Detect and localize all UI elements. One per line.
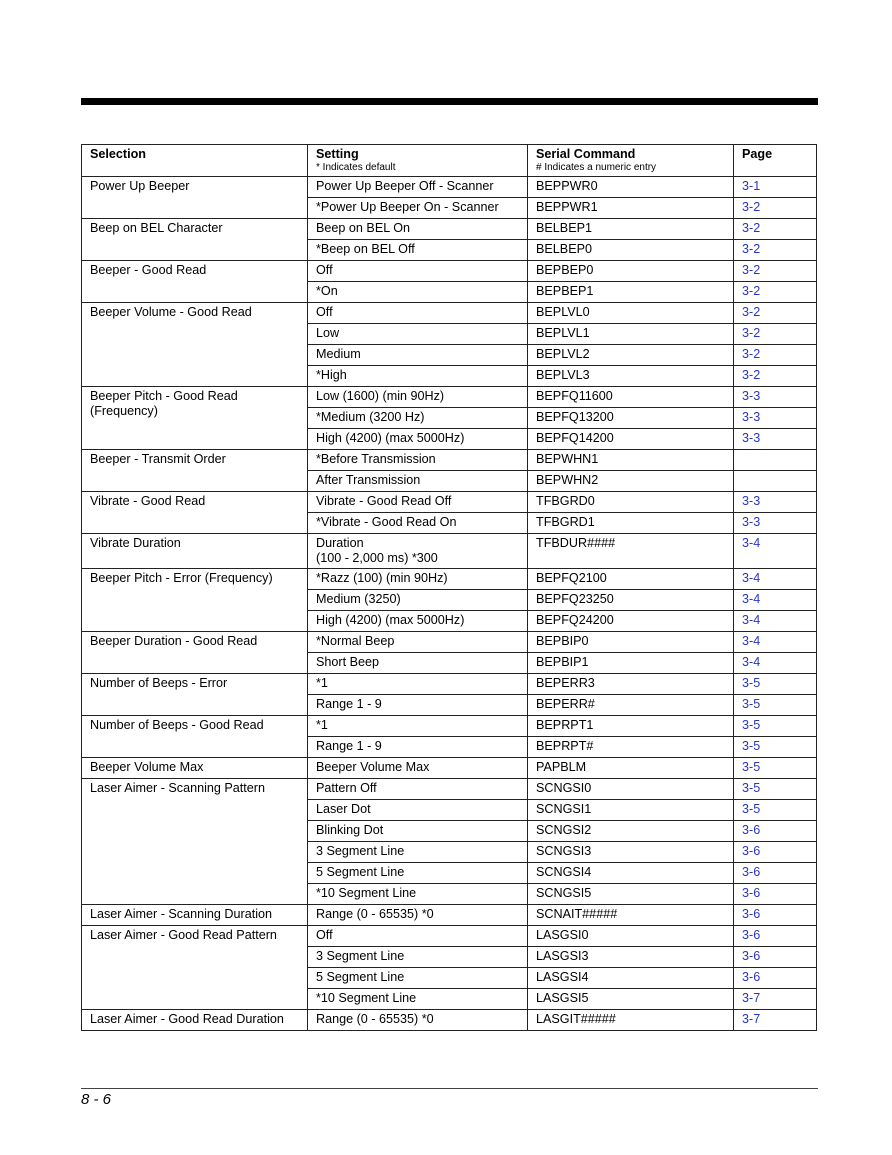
setting-text: *Vibrate - Good Read On bbox=[316, 515, 457, 529]
serial-command-cell: BEPBEP0 bbox=[528, 261, 734, 282]
setting-text-line2: (100 - 2,000 ms) *300 bbox=[316, 551, 438, 565]
setting-cell bbox=[308, 926, 528, 947]
setting-text: Duration bbox=[316, 536, 364, 550]
serial-command-cell: BEPBIP0 bbox=[528, 632, 734, 653]
table-row bbox=[82, 219, 817, 240]
footer-rule bbox=[81, 1088, 818, 1089]
setting-cell bbox=[308, 800, 528, 821]
page-link[interactable]: 3-2 bbox=[734, 282, 817, 303]
setting-text: *High bbox=[316, 368, 347, 382]
setting-text: *Beep on BEL Off bbox=[316, 242, 415, 256]
setting-text: High (4200) (max 5000Hz) bbox=[316, 613, 465, 627]
page-link[interactable]: 3-2 bbox=[734, 303, 817, 324]
page-link[interactable]: 3-6 bbox=[734, 842, 817, 863]
setting-cell bbox=[308, 737, 528, 758]
page-link[interactable]: 3-4 bbox=[734, 653, 817, 674]
selection-cell: Number of Beeps - Error bbox=[82, 674, 308, 716]
serial-command-cell: BEPFQ2100 bbox=[528, 569, 734, 590]
serial-command-cell: BEPBIP1 bbox=[528, 653, 734, 674]
page-link[interactable]: 3-3 bbox=[734, 492, 817, 513]
selection-cell: Power Up Beeper bbox=[82, 177, 308, 219]
setting-cell bbox=[308, 653, 528, 674]
setting-text: Laser Dot bbox=[316, 802, 371, 816]
selection-cell: Laser Aimer - Scanning Duration bbox=[82, 905, 308, 926]
page-link[interactable]: 3-5 bbox=[734, 779, 817, 800]
setting-cell bbox=[308, 1010, 528, 1031]
page-link[interactable]: 3-4 bbox=[734, 632, 817, 653]
serial-command-cell: LASGIT##### bbox=[528, 1010, 734, 1031]
setting-text: Off bbox=[316, 263, 333, 277]
serial-command-cell: BEPPWR0 bbox=[528, 177, 734, 198]
setting-cell bbox=[308, 261, 528, 282]
page-link[interactable]: 3-3 bbox=[734, 408, 817, 429]
serial-command-cell: BEPERR# bbox=[528, 695, 734, 716]
serial-command-cell: BEPFQ24200 bbox=[528, 611, 734, 632]
serial-command-cell: BELBEP1 bbox=[528, 219, 734, 240]
setting-cell bbox=[308, 513, 528, 534]
serial-command-cell: SCNGSI1 bbox=[528, 800, 734, 821]
setting-text: Medium (3250) bbox=[316, 592, 401, 606]
setting-text: *Razz (100) (min 90Hz) bbox=[316, 571, 448, 585]
setting-cell bbox=[308, 387, 528, 408]
serial-command-cell: BEPFQ13200 bbox=[528, 408, 734, 429]
page-link[interactable]: 3-6 bbox=[734, 968, 817, 989]
table-row bbox=[82, 674, 817, 695]
serial-command-cell: BEPFQ23250 bbox=[528, 590, 734, 611]
serial-command-table bbox=[81, 144, 817, 1031]
serial-command-cell: BEPERR3 bbox=[528, 674, 734, 695]
page-link[interactable]: 3-5 bbox=[734, 674, 817, 695]
selection-cell: Beeper - Good Read bbox=[82, 261, 308, 303]
setting-cell bbox=[308, 968, 528, 989]
setting-text: Range (0 - 65535) *0 bbox=[316, 907, 434, 921]
table-row bbox=[82, 303, 817, 324]
serial-command-cell: BEPLVL1 bbox=[528, 324, 734, 345]
setting-text: After Transmission bbox=[316, 473, 421, 487]
serial-command-cell: PAPBLM bbox=[528, 758, 734, 779]
setting-text: Medium bbox=[316, 347, 361, 361]
setting-text: Short Beep bbox=[316, 655, 380, 669]
table-row bbox=[82, 905, 817, 926]
table-row bbox=[82, 569, 817, 590]
header-selection: Selection bbox=[82, 145, 308, 177]
page-link bbox=[734, 471, 817, 492]
setting-cell bbox=[308, 821, 528, 842]
setting-text: *Before Transmission bbox=[316, 452, 436, 466]
serial-command-cell: TFBGRD0 bbox=[528, 492, 734, 513]
page-link[interactable]: 3-2 bbox=[734, 324, 817, 345]
setting-cell bbox=[308, 282, 528, 303]
setting-cell bbox=[308, 779, 528, 800]
setting-text: Beep on BEL On bbox=[316, 221, 411, 235]
table-row bbox=[82, 387, 817, 408]
setting-cell bbox=[308, 989, 528, 1010]
setting-cell bbox=[308, 695, 528, 716]
serial-command-cell: SCNGSI4 bbox=[528, 863, 734, 884]
page-link[interactable]: 3-2 bbox=[734, 240, 817, 261]
selection-cell: Number of Beeps - Good Read bbox=[82, 716, 308, 758]
setting-cell bbox=[308, 366, 528, 387]
serial-command-cell: BEPRPT1 bbox=[528, 716, 734, 737]
serial-command-cell: BEPPWR1 bbox=[528, 198, 734, 219]
setting-text: Range (0 - 65535) *0 bbox=[316, 1012, 434, 1026]
table-row bbox=[82, 632, 817, 653]
page-link[interactable]: 3-5 bbox=[734, 758, 817, 779]
setting-cell bbox=[308, 471, 528, 492]
page-link[interactable]: 3-7 bbox=[734, 1010, 817, 1031]
page-link[interactable]: 3-2 bbox=[734, 198, 817, 219]
table-row bbox=[82, 779, 817, 800]
setting-cell bbox=[308, 450, 528, 471]
serial-command-cell: BEPWHN2 bbox=[528, 471, 734, 492]
serial-command-cell: BEPLVL2 bbox=[528, 345, 734, 366]
setting-text: Off bbox=[316, 305, 333, 319]
page-link[interactable]: 3-2 bbox=[734, 345, 817, 366]
setting-cell bbox=[308, 905, 528, 926]
selection-cell: Beeper Volume Max bbox=[82, 758, 308, 779]
serial-command-cell: TFBDUR#### bbox=[528, 534, 734, 569]
selection-cell: Laser Aimer - Good Read Pattern bbox=[82, 926, 308, 1010]
setting-text: *Normal Beep bbox=[316, 634, 395, 648]
setting-text: *10 Segment Line bbox=[316, 886, 417, 900]
header-serial-command: Serial Command # Indicates a numeric entry bbox=[528, 145, 734, 177]
page-link[interactable]: 3-6 bbox=[734, 884, 817, 905]
table-row bbox=[82, 450, 817, 471]
setting-cell bbox=[308, 590, 528, 611]
selection-cell: Beeper - Transmit Order bbox=[82, 450, 308, 492]
setting-text: Pattern Off bbox=[316, 781, 377, 795]
serial-command-cell: BELBEP0 bbox=[528, 240, 734, 261]
setting-cell bbox=[308, 240, 528, 261]
setting-cell bbox=[308, 842, 528, 863]
setting-cell bbox=[308, 863, 528, 884]
serial-command-cell: BEPRPT# bbox=[528, 737, 734, 758]
setting-text: 5 Segment Line bbox=[316, 865, 405, 879]
serial-command-cell: SCNGSI3 bbox=[528, 842, 734, 863]
serial-command-cell: BEPBEP1 bbox=[528, 282, 734, 303]
setting-cell bbox=[308, 177, 528, 198]
setting-text: Range 1 - 9 bbox=[316, 697, 382, 711]
selection-cell: Vibrate - Good Read bbox=[82, 492, 308, 534]
setting-text: Power Up Beeper Off - Scanner bbox=[316, 179, 494, 193]
page-number: 8 - 6 bbox=[81, 1091, 112, 1108]
serial-command-cell: SCNAIT##### bbox=[528, 905, 734, 926]
page-link[interactable]: 3-6 bbox=[734, 905, 817, 926]
setting-cell bbox=[308, 674, 528, 695]
serial-note: # Indicates a numeric entry bbox=[536, 162, 657, 173]
page-link[interactable]: 3-6 bbox=[734, 926, 817, 947]
setting-text: 3 Segment Line bbox=[316, 949, 405, 963]
setting-cell bbox=[308, 492, 528, 513]
page-link[interactable]: 3-4 bbox=[734, 569, 817, 590]
page-link[interactable]: 3-6 bbox=[734, 821, 817, 842]
serial-command-cell: LASGSI0 bbox=[528, 926, 734, 947]
page-link[interactable]: 3-2 bbox=[734, 219, 817, 240]
setting-cell bbox=[308, 947, 528, 968]
serial-command-cell: BEPLVL3 bbox=[528, 366, 734, 387]
page-link[interactable]: 3-3 bbox=[734, 429, 817, 450]
page-link[interactable]: 3-4 bbox=[734, 611, 817, 632]
table-row bbox=[82, 492, 817, 513]
setting-text: *On bbox=[316, 284, 338, 298]
setting-text: Off bbox=[316, 928, 333, 942]
setting-cell bbox=[308, 632, 528, 653]
setting-text: 5 Segment Line bbox=[316, 970, 405, 984]
setting-cell bbox=[308, 716, 528, 737]
selection-cell: Beeper Pitch - Error (Frequency) bbox=[82, 569, 308, 632]
page-link bbox=[734, 450, 817, 471]
page-link[interactable]: 3-3 bbox=[734, 513, 817, 534]
setting-cell bbox=[308, 758, 528, 779]
selection-cell: Laser Aimer - Good Read Duration bbox=[82, 1010, 308, 1031]
serial-command-cell: BEPFQ11600 bbox=[528, 387, 734, 408]
selection-cell: Vibrate Duration bbox=[82, 534, 308, 569]
setting-cell bbox=[308, 303, 528, 324]
serial-command-cell: SCNGSI2 bbox=[528, 821, 734, 842]
page-link[interactable]: 3-5 bbox=[734, 800, 817, 821]
setting-text: *1 bbox=[316, 676, 328, 690]
header-setting: Setting * Indicates default bbox=[308, 145, 528, 177]
selection-cell: Beeper Pitch - Good Read (Frequency) bbox=[82, 387, 308, 450]
setting-text: *Power Up Beeper On - Scanner bbox=[316, 200, 499, 214]
selection-cell: Beeper Duration - Good Read bbox=[82, 632, 308, 674]
serial-command-cell: BEPLVL0 bbox=[528, 303, 734, 324]
page-link[interactable]: 3-6 bbox=[734, 947, 817, 968]
table-row bbox=[82, 758, 817, 779]
setting-text: Vibrate - Good Read Off bbox=[316, 494, 452, 508]
setting-text: *Medium (3200 Hz) bbox=[316, 410, 425, 424]
table-header bbox=[82, 145, 817, 177]
setting-note: * Indicates default bbox=[316, 162, 396, 173]
setting-cell bbox=[308, 534, 528, 569]
page-link[interactable]: 3-7 bbox=[734, 989, 817, 1010]
table-body bbox=[82, 177, 817, 1031]
top-rule bbox=[81, 98, 818, 105]
setting-cell bbox=[308, 345, 528, 366]
setting-text: *1 bbox=[316, 718, 328, 732]
setting-cell bbox=[308, 219, 528, 240]
header-page: Page bbox=[734, 145, 817, 177]
page-link[interactable]: 3-4 bbox=[734, 534, 817, 569]
table-row bbox=[82, 177, 817, 198]
selection-cell: Beep on BEL Character bbox=[82, 219, 308, 261]
page-link[interactable]: 3-4 bbox=[734, 590, 817, 611]
table-row bbox=[82, 1010, 817, 1031]
setting-text: Beeper Volume Max bbox=[316, 760, 430, 774]
page-link[interactable]: 3-5 bbox=[734, 737, 817, 758]
setting-cell bbox=[308, 429, 528, 450]
serial-command-cell: SCNGSI0 bbox=[528, 779, 734, 800]
page-link[interactable]: 3-1 bbox=[734, 177, 817, 198]
serial-command-cell: LASGSI3 bbox=[528, 947, 734, 968]
page-link[interactable]: 3-6 bbox=[734, 863, 817, 884]
setting-cell bbox=[308, 611, 528, 632]
setting-text: Low bbox=[316, 326, 340, 340]
page-link[interactable]: 3-5 bbox=[734, 695, 817, 716]
page-link[interactable]: 3-3 bbox=[734, 387, 817, 408]
setting-cell bbox=[308, 569, 528, 590]
selection-cell: Beeper Volume - Good Read bbox=[82, 303, 308, 387]
table-row bbox=[82, 534, 817, 569]
selection-cell: Laser Aimer - Scanning Pattern bbox=[82, 779, 308, 905]
setting-text: 3 Segment Line bbox=[316, 844, 405, 858]
setting-cell bbox=[308, 198, 528, 219]
table-row bbox=[82, 716, 817, 737]
serial-command-cell: TFBGRD1 bbox=[528, 513, 734, 534]
serial-command-cell: BEPFQ14200 bbox=[528, 429, 734, 450]
page-link[interactable]: 3-2 bbox=[734, 366, 817, 387]
setting-text: High (4200) (max 5000Hz) bbox=[316, 431, 465, 445]
table-row bbox=[82, 926, 817, 947]
setting-text: Low (1600) (min 90Hz) bbox=[316, 389, 445, 403]
setting-text: Blinking Dot bbox=[316, 823, 384, 837]
serial-command-cell: SCNGSI5 bbox=[528, 884, 734, 905]
serial-command-cell: BEPWHN1 bbox=[528, 450, 734, 471]
setting-cell bbox=[308, 324, 528, 345]
page-link[interactable]: 3-2 bbox=[734, 261, 817, 282]
setting-text: Range 1 - 9 bbox=[316, 739, 382, 753]
setting-cell bbox=[308, 408, 528, 429]
setting-text: *10 Segment Line bbox=[316, 991, 417, 1005]
serial-command-cell: LASGSI4 bbox=[528, 968, 734, 989]
serial-command-cell: LASGSI5 bbox=[528, 989, 734, 1010]
setting-cell bbox=[308, 884, 528, 905]
table-row bbox=[82, 261, 817, 282]
page-link[interactable]: 3-5 bbox=[734, 716, 817, 737]
